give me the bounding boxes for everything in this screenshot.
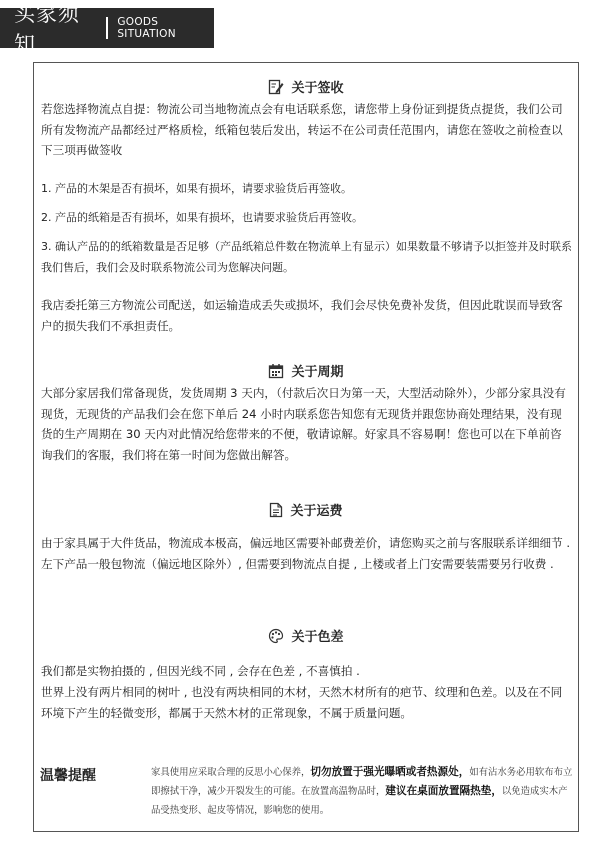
section-title-cycle xyxy=(34,361,578,380)
color-text-2: 世界上没有两片相同的树叶 , 也没有两块相同的木材，天然木材所有的疤节、纹理和色差。以及在不同环境下产生的轻微变形，都属于天然木材的正常现象，不属于质量问题。 xyxy=(41,685,563,720)
header-bar xyxy=(0,2,214,56)
warm-text-2: 如有沾水务必用软布布立即擦拭干净，减少开裂发生的可能。在放置高温物品时， xyxy=(151,767,573,797)
section-title-sign-text: 关于签收 xyxy=(291,81,344,96)
warm-text-1: 家具使用应采取合理的反思小心保养， xyxy=(151,767,311,778)
freight-text: 由于家具属于大件货品，物流成本极高，偏远地区需要补邮费差价，请您购买之前与客服联系详细细节 . 左下产品一般包物流（偏远地区除外）, 但需要到物流点自提 , 上楼或者上门安需要装需要另行收费 . xyxy=(41,536,571,571)
pen-note-icon xyxy=(268,79,284,95)
section-title-color xyxy=(34,626,578,645)
section-title-freight xyxy=(34,500,578,519)
warm-bold-1: 切勿放置于强光曝晒或者热源处， xyxy=(310,766,470,778)
notice-frame xyxy=(33,62,579,832)
warm-reminder-title: 温馨提醒 xyxy=(40,768,96,784)
document-icon xyxy=(269,502,283,518)
header-divider xyxy=(106,17,108,39)
warm-text-3: 以免造成实木产品受热变形、起皮等情况，影响您的使用。 xyxy=(151,786,568,816)
sign-intro: 若您选择物流点自提：物流公司当地物流点会有电话联系您，请您带上身份证到提货点提货，我们公司所有发物流产品都经过严格质检，纸箱包装后发出，转运不在公司责任范围内，请您在签收之前检查以下三项再做签收 xyxy=(41,102,563,157)
sign-item-2: 2. 产品的纸箱是否有损坏，如果有损坏，也请要求验货后再签收。 xyxy=(41,211,363,224)
header-title-cn: 买家须知 xyxy=(14,2,80,56)
section-title-sign xyxy=(34,77,578,96)
warm-bold-2: 建议在桌面放置隔热垫， xyxy=(385,785,502,797)
section-title-cycle-text: 关于周期 xyxy=(291,365,344,380)
palette-icon xyxy=(268,628,284,644)
calendar-icon xyxy=(268,363,284,379)
sign-note: 我店委托第三方物流公司配送，如运输造成丢失或损坏，我们会尽快免费补发货，但因此耽误而导致客户的损失我们不承担责任。 xyxy=(41,298,563,333)
sign-item-3: 3. 确认产品的的纸箱数量是否足够（产品纸箱总件数在物流单上有显示）如果数量不够请予以拒签并及时联系我们售后，我们会及时联系物流公司为您解决问题。 xyxy=(41,240,572,274)
color-text-1: 我们都是实物拍摄的 , 但因光线不同 , 会存在色差 , 不喜慎拍 . xyxy=(41,664,360,678)
header-title-en: GOODS SITUATION xyxy=(117,16,176,40)
section-title-color-text: 关于色差 xyxy=(291,630,344,645)
cycle-text: 大部分家居我们常备现货，发货周期 3 天内，（付款后次日为第一天，大型活动除外），少部分家具没有现货，无现货的产品我们会在您下单后 24 小时内联系您告知您有无现货并跟您协商处理结果，没有现货的生产周期在 30 天内对此情况给您带来的不便，敬请谅解。好家具不容易啊！您也可以在下单前咨询我们的客服，我们将在第一时间为您做出解答。 xyxy=(41,386,566,462)
warm-reminder-text xyxy=(151,763,576,820)
section-title-freight-text: 关于运费 xyxy=(290,504,343,519)
sign-item-1: 1. 产品的木架是否有损坏，如果有损坏，请要求验货后再签收。 xyxy=(41,182,352,195)
